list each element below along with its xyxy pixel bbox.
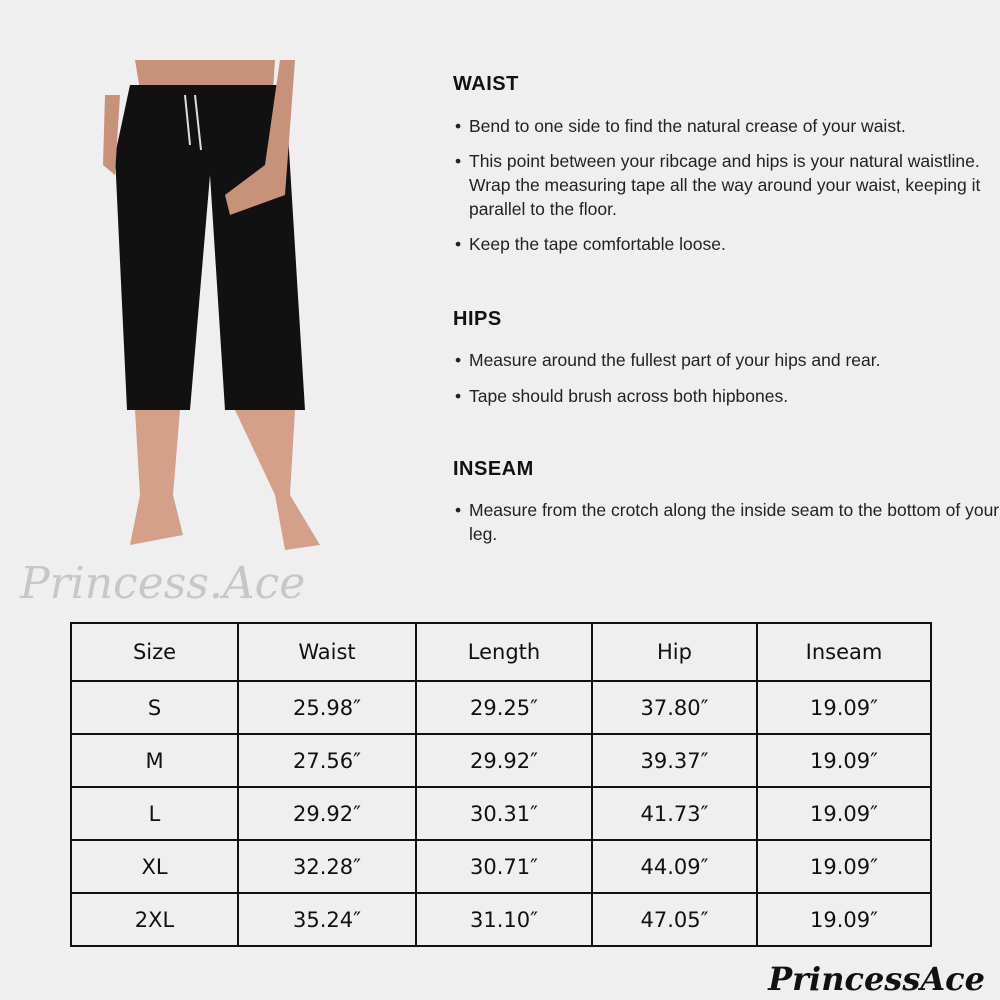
bullet-item: • Bend to one side to find the natural crease of your waist. — [455, 114, 1000, 138]
table-row — [71, 840, 931, 893]
table-cell: 30.31″ — [416, 787, 592, 840]
brand-logo: PrincessAce — [768, 960, 985, 998]
table-cell: XL — [71, 840, 238, 893]
table-cell: 19.09″ — [757, 893, 931, 946]
table-cell: 2XL — [71, 893, 238, 946]
table-cell: 29.92″ — [416, 734, 592, 787]
table-cell: 41.73″ — [592, 787, 757, 840]
table-cell: 47.05″ — [592, 893, 757, 946]
table-row — [71, 681, 931, 734]
table-cell: 27.56″ — [238, 734, 416, 787]
bullet-item: • This point between your ribcage and hips is your natural waistline. Wrap the measuring tape all the way around your waist, keeping it parallel to the floor. — [455, 149, 1000, 221]
column-header: Length — [416, 623, 592, 681]
table-cell: S — [71, 681, 238, 734]
bullet-item: • Tape should brush across both hipbones. — [455, 384, 1000, 408]
table-row — [71, 734, 931, 787]
table-cell: 29.92″ — [238, 787, 416, 840]
table-row — [71, 787, 931, 840]
table-cell: 44.09″ — [592, 840, 757, 893]
column-header: Inseam — [757, 623, 931, 681]
section-title-waist: WAIST — [453, 73, 519, 95]
table-cell: 29.25″ — [416, 681, 592, 734]
table-cell: 39.37″ — [592, 734, 757, 787]
capri-pants-model-photo — [95, 55, 335, 555]
table-cell: 30.71″ — [416, 840, 592, 893]
table-cell: 19.09″ — [757, 681, 931, 734]
size-chart-table — [70, 622, 932, 947]
section-title-inseam: INSEAM — [453, 458, 534, 480]
table-cell: 19.09″ — [757, 787, 931, 840]
bullet-item: • Keep the tape comfortable loose. — [455, 232, 1000, 256]
table-cell: 32.28″ — [238, 840, 416, 893]
bullet-item: • Measure from the crotch along the inside seam to the bottom of your leg. — [455, 498, 1000, 546]
watermark: Princess.Ace — [20, 558, 306, 609]
section-title-hips: HIPS — [453, 308, 502, 330]
table-row — [71, 893, 931, 946]
column-header: Hip — [592, 623, 757, 681]
table-cell: 37.80″ — [592, 681, 757, 734]
header-row — [71, 623, 931, 681]
table-cell: L — [71, 787, 238, 840]
table-cell: 35.24″ — [238, 893, 416, 946]
table-cell: 19.09″ — [757, 840, 931, 893]
column-header: Size — [71, 623, 238, 681]
table-cell: 19.09″ — [757, 734, 931, 787]
table-cell: 25.98″ — [238, 681, 416, 734]
bullet-item: • Measure around the fullest part of your hips and rear. — [455, 348, 1000, 372]
table-cell: 31.10″ — [416, 893, 592, 946]
column-header: Waist — [238, 623, 416, 681]
table-cell: M — [71, 734, 238, 787]
